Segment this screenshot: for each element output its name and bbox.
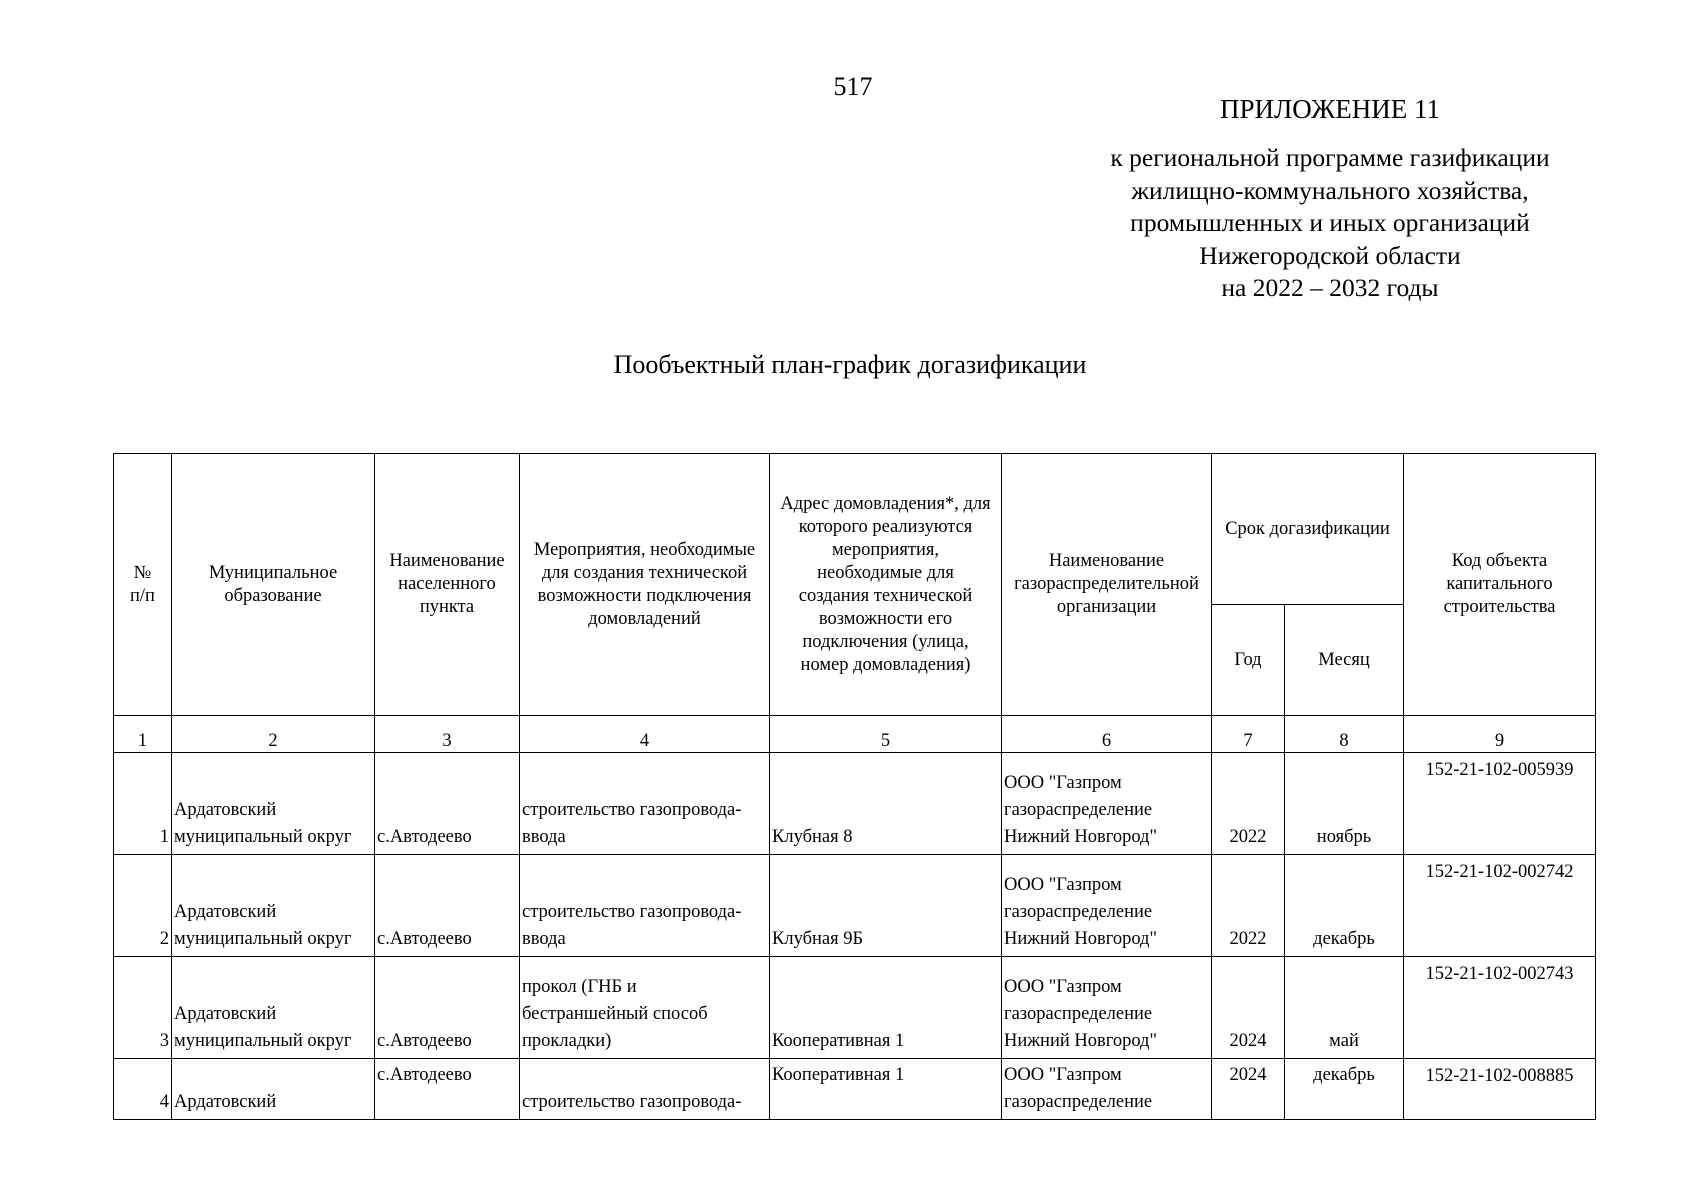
header-measures <box>520 454 770 716</box>
header-text: Муниципальное <box>208 562 338 583</box>
table-row <box>114 855 1596 957</box>
column-number: 4 <box>520 716 770 753</box>
header-text: Наименование <box>389 551 505 571</box>
column-number: 1 <box>114 716 172 753</box>
cell-text: прокладки) <box>522 1031 612 1051</box>
header-text: строительства <box>1443 597 1556 617</box>
table-row <box>114 957 1596 1059</box>
row-num: 3 <box>114 957 172 1059</box>
row-municipality <box>172 957 375 1059</box>
plan-table <box>113 453 1596 1120</box>
table-header-row <box>114 454 1596 605</box>
row-month: май <box>1285 957 1404 1059</box>
row-num: 4 <box>114 1059 172 1120</box>
row-measures <box>520 957 770 1059</box>
header-text: возможности его <box>818 608 953 629</box>
header-text: мероприятия, <box>831 539 940 560</box>
row-year: 2022 <box>1212 855 1285 957</box>
row-measures <box>520 855 770 957</box>
cell-text: муниципальный округ <box>174 929 352 949</box>
header-settlement <box>375 454 520 716</box>
cell-text: Ардатовский <box>174 1004 277 1024</box>
cell-text: Нижний Новгород" <box>1004 827 1158 847</box>
cell-text: ООО "Газпром <box>1004 977 1122 997</box>
cell-text: бестраншейный способ <box>522 1004 708 1024</box>
row-year: 2024 <box>1212 957 1285 1059</box>
cell-text: ООО "Газпром <box>1004 773 1122 793</box>
header-text: домовладений <box>588 608 701 629</box>
row-num: 2 <box>114 855 172 957</box>
header-text: организации <box>1056 597 1157 617</box>
column-number: 7 <box>1212 716 1285 753</box>
header-gas-org <box>1002 454 1212 716</box>
row-month: декабрь <box>1285 855 1404 957</box>
header-text: возможности подключения <box>537 585 752 606</box>
cell-text: газораспределение <box>1004 902 1153 922</box>
table-row <box>114 1059 1596 1120</box>
header-text: номер домовладения) <box>800 654 971 675</box>
row-settlement: с.Автодеево <box>375 753 520 855</box>
row-municipality <box>172 1059 375 1120</box>
appendix-subtitle <box>1075 142 1585 305</box>
cell-text: Нижний Новгород" <box>1004 929 1158 949</box>
column-number: 8 <box>1285 716 1404 753</box>
header-text: Код объекта <box>1451 551 1548 571</box>
cell-text: муниципальный округ <box>174 827 352 847</box>
header-municipality <box>172 454 375 716</box>
cell-text: ввода <box>522 827 566 847</box>
header-text: п/п <box>130 585 155 606</box>
cell-text: строительство газопровода- <box>522 902 742 922</box>
cell-text: Ардатовский <box>174 1092 277 1112</box>
row-month: декабрь <box>1285 1059 1404 1120</box>
header-text: газораспределительной <box>1014 574 1199 594</box>
header-term: Срок догазификации <box>1212 454 1404 605</box>
appendix-subtitle-line: Нижегородской области <box>1199 240 1461 270</box>
row-address: Кооперативная 1 <box>770 957 1002 1059</box>
column-numbers-row <box>114 716 1596 753</box>
cell-text: ООО "Газпром <box>1004 1065 1122 1085</box>
row-object-code: 152-21-102-008885 <box>1404 1059 1596 1120</box>
column-number: 6 <box>1002 716 1212 753</box>
row-object-code: 152-21-102-005939 <box>1404 753 1596 855</box>
cell-text: муниципальный округ <box>174 1031 352 1051</box>
header-text: населенного <box>398 574 496 594</box>
cell-text: строительство газопровода- <box>522 1092 742 1112</box>
row-measures <box>520 1059 770 1120</box>
row-gas-org <box>1002 753 1212 855</box>
row-object-code: 152-21-102-002743 <box>1404 957 1596 1059</box>
column-number: 5 <box>770 716 1002 753</box>
cell-text: строительство газопровода- <box>522 800 742 820</box>
cell-text: газораспределение <box>1004 1092 1153 1112</box>
column-number: 2 <box>172 716 375 753</box>
row-object-code: 152-21-102-002742 <box>1404 855 1596 957</box>
table-row <box>114 753 1596 855</box>
row-settlement: с.Автодеево <box>375 1059 520 1120</box>
cell-text: ООО "Газпром <box>1004 875 1122 895</box>
cell-text: прокол (ГНБ и <box>522 977 637 997</box>
header-text: образование <box>224 585 322 606</box>
header-text: для создания технической <box>541 562 748 583</box>
row-gas-org <box>1002 1059 1212 1120</box>
row-gas-org <box>1002 957 1212 1059</box>
header-text: Наименование <box>1048 551 1165 571</box>
header-text: создания технической <box>798 585 973 606</box>
row-address: Клубная 9Б <box>770 855 1002 957</box>
header-object-code <box>1404 454 1596 716</box>
header-text: капитального <box>1446 574 1553 594</box>
cell-text: газораспределение <box>1004 1004 1153 1024</box>
page-number: 517 <box>833 72 873 101</box>
row-address: Клубная 8 <box>770 753 1002 855</box>
appendix-title: ПРИЛОЖЕНИЕ 11 <box>1219 94 1441 124</box>
header-text: пункта <box>419 597 475 617</box>
row-settlement: с.Автодеево <box>375 957 520 1059</box>
header-month: Месяц <box>1285 605 1404 716</box>
appendix-subtitle-line: жилищно-коммунального хозяйства, <box>1131 175 1529 205</box>
column-number: 3 <box>375 716 520 753</box>
header-text: подключения (улица, <box>802 631 969 652</box>
row-municipality <box>172 855 375 957</box>
row-month: ноябрь <box>1285 753 1404 855</box>
header-text: Адрес домовладения*, для <box>780 493 991 514</box>
row-address: Кооперативная 1 <box>770 1059 1002 1120</box>
appendix-subtitle-line: промышленных и иных организаций <box>1130 208 1530 237</box>
header-year: Год <box>1212 605 1285 716</box>
header-num <box>114 454 172 716</box>
cell-text: Ардатовский <box>174 902 277 922</box>
row-settlement: с.Автодеево <box>375 855 520 957</box>
row-num: 1 <box>114 753 172 855</box>
header-text: которого реализуются <box>798 516 973 537</box>
row-year: 2022 <box>1212 753 1285 855</box>
row-year: 2024 <box>1212 1059 1285 1120</box>
header-text: Мероприятия, необходимые <box>533 539 756 560</box>
column-number: 9 <box>1404 716 1596 753</box>
appendix-subtitle-line: к региональной программе газификации <box>1110 143 1550 172</box>
cell-text: газораспределение <box>1004 800 1153 820</box>
header-address <box>770 454 1002 716</box>
row-gas-org <box>1002 855 1212 957</box>
appendix-subtitle-line: на 2022 – 2032 годы <box>1221 273 1439 302</box>
header-text: № <box>133 562 152 583</box>
row-measures <box>520 753 770 855</box>
cell-text: Ардатовский <box>174 800 277 820</box>
cell-text: ввода <box>522 929 566 949</box>
document-title: Пообъектный план-график догазификации <box>613 350 1087 379</box>
row-municipality <box>172 753 375 855</box>
cell-text: Нижний Новгород" <box>1004 1031 1158 1051</box>
header-text: необходимые для <box>817 562 954 583</box>
